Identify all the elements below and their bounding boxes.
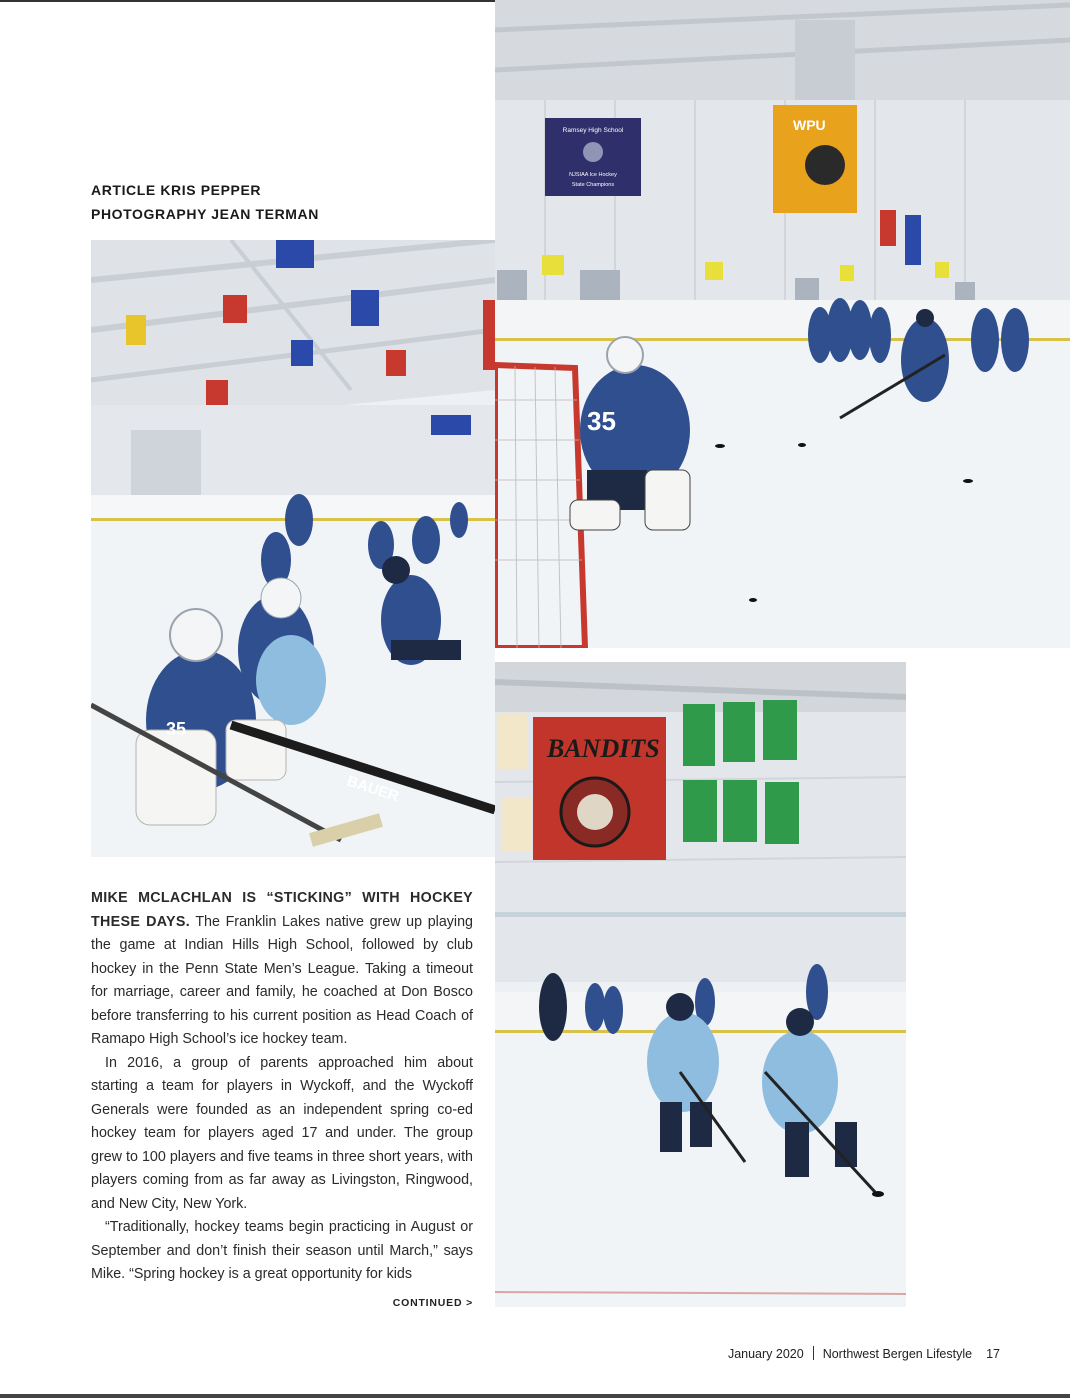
footer-date: January 2020 xyxy=(727,1347,804,1361)
ramsey-banner-line3: State Champions xyxy=(571,182,615,188)
photo-skaters-with-puck xyxy=(495,662,906,1307)
photographer-credit: PHOTOGRAPHY JEAN TERMAN xyxy=(91,206,319,222)
page-number: 17 xyxy=(986,1347,1000,1361)
article-paragraph-1-text: The Franklin Lakes native grew up playing the game at Indian Hills High School, followed by club hockey in the Penn State Men’s League. Taking a timeout for marriage, career and family, he coached at Don Bosco before transferring to his current position as Head Coach of Ramapo High School’s ice hockey team. xyxy=(91,913,473,1047)
article-body xyxy=(91,887,473,1287)
photo-goalie-in-net xyxy=(495,0,1070,648)
author-credit: ARTICLE KRIS PEPPER xyxy=(91,182,262,198)
footer-separator xyxy=(813,1346,814,1360)
article-paragraph-3: “Traditionally, hockey teams begin practicing in August or September and don’t finish their season until March,” says Mike. “Spring hockey is a great opportunity for kids xyxy=(91,1219,473,1282)
goalie-number: 35 xyxy=(587,406,616,436)
bottom-rule xyxy=(0,1394,1070,1398)
bandits-banner-label: BANDITS xyxy=(547,734,660,763)
article-lede: MIKE MCLACHLAN IS “STICKING” WITH HOCKEY THESE DAYS. xyxy=(91,890,473,930)
ramsey-banner-line1: Ramsey High School xyxy=(562,127,624,134)
page-footer xyxy=(728,1346,1000,1361)
continued-link[interactable]: CONTINUED > xyxy=(392,1297,473,1309)
stick-brand-label: BAUER xyxy=(344,772,401,806)
article-paragraph-1 xyxy=(91,887,473,1052)
article-credits xyxy=(91,178,319,226)
article-paragraph-2: In 2016, a group of parents approached him about starting a team for players in Wyckoff, and the Wyckoff Generals were founded as an independent spring co-ed hockey team for players aged 17 and under. The group grew to 100 players and five teams in three short years, with players coming from as far away as Livingston, Ringwood, and New City, New York. xyxy=(91,1054,473,1212)
footer-publication: Northwest Bergen Lifestyle xyxy=(822,1347,973,1361)
ramsey-banner-line2: NJSIAA Ice Hockey xyxy=(569,172,617,178)
photo-players-kneeling xyxy=(91,240,495,857)
wpu-banner-label: WPU xyxy=(793,117,826,133)
left-goalie-number: 35 xyxy=(166,719,187,739)
